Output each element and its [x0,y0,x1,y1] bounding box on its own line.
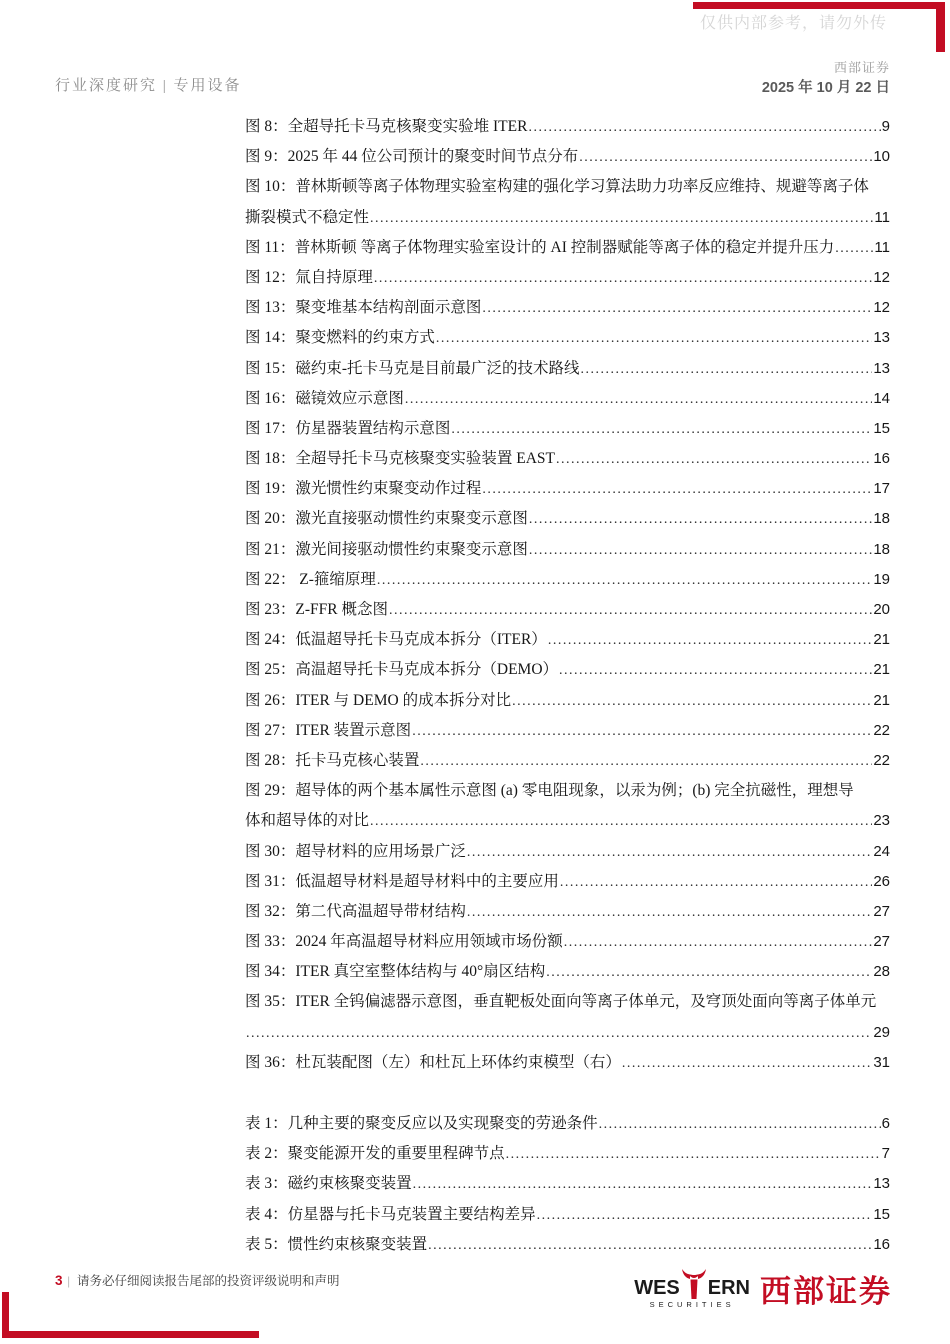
report-category-title: 行业深度研究 | 专用设备 [55,78,242,94]
toc-dot-leader [246,1018,872,1049]
toc-entry-label: 图 8：全超导托卡马克核聚变实验堆 ITER [245,118,528,135]
toc-page-number: 12 [873,299,890,317]
toc-entry[interactable] [245,354,890,384]
toc-page-number: 23 [873,812,890,830]
toc-entry[interactable] [245,504,890,534]
toc-page-number: 14 [873,389,890,407]
toc-entry-label: 表 4：仿星器与托卡马克装置主要结构差异 [245,1205,536,1223]
toc-page-number: 15 [873,1205,890,1223]
toc-entry-label: 表 2：聚变能源开发的重要里程碑节点 [245,1145,505,1163]
toc-entry[interactable] [245,112,890,142]
toc-dot-leader [482,293,872,324]
logo-securities-text: SECURITIES [649,1299,735,1309]
toc-entry-label: 图 27：ITER 装置示意图 [245,721,412,739]
toc-dot-leader [537,1200,873,1231]
toc-entry-label: 图 30：超导材料的应用场景广泛 [245,842,466,860]
toc-entry[interactable] [245,927,890,957]
toc-dot-leader [564,927,873,958]
toc-entry-label: 表 5：惯性约束核聚变装置 [245,1235,428,1253]
toc-entry-label: 图 28：托卡马克核心装置 [245,751,420,769]
top-right-red-bar-vertical [936,2,945,52]
toc-page-number: 22 [873,751,890,769]
toc-page-number: 27 [873,933,890,951]
toc-entry-label: 体和超导体的对比 [245,812,370,830]
toc-page-number: 29 [873,1023,890,1041]
toc-dot-leader [420,746,872,777]
toc-entry[interactable] [245,1109,890,1139]
toc-page-number: 24 [873,842,890,860]
toc-dot-leader [581,354,873,385]
toc-entry[interactable] [245,1200,890,1230]
toc-entry[interactable] [245,565,890,595]
header-brand: 西部证券 [833,60,890,75]
toc-entry[interactable] [245,535,890,565]
toc-page-number: 28 [873,963,890,981]
toc-dot-leader [413,1169,873,1200]
toc-entry-label: 图 14：聚变燃料的约束方式 [245,329,435,347]
toc-page-number: 15 [873,419,890,437]
toc-dot-leader [528,112,880,143]
toc-dot-leader [506,1139,881,1170]
toc-dot-leader [436,323,872,354]
toc-page-number: 27 [873,902,890,920]
toc-entry[interactable] [245,474,890,504]
footer-separator: | [67,1274,71,1288]
toc-page-number: 6 [881,1115,890,1132]
toc-figures-list [245,112,890,1078]
toc-entry-label: 图 34：ITER 真空室整体结构与 40°扇区结构 [245,963,546,981]
toc-entry[interactable] [245,323,890,353]
toc-entry-wrapped-line1[interactable]: 图 29：超导体的两个基本属性示意图 (a) 零电阻现象，以汞为例；(b) 完全抗磁性，理想导 [245,782,854,800]
toc-entry[interactable] [245,867,890,897]
logo-brand-chinese: 西部证券 [760,1274,892,1309]
toc-dot-leader [579,142,872,173]
report-date: 2025 年 10 月 22 日 [761,80,890,96]
toc-dot-leader [370,203,873,234]
toc-entry[interactable] [245,293,890,323]
toc-dot-leader [546,957,872,988]
toc-entry[interactable] [245,957,890,987]
toc-dot-leader [556,444,872,475]
toc-dot-leader [835,233,873,264]
toc-dot-leader [428,1230,872,1261]
toc-entry-label: 图 31：低温超导材料是超导材料中的主要应用 [245,872,559,890]
bottom-left-red-bar-horizontal [2,1331,259,1338]
toc-dot-leader [529,535,872,566]
toc-page-number: 12 [873,268,890,286]
toc-entry[interactable] [245,1048,890,1078]
toc-dot-leader [467,897,872,928]
toc-page-number: 22 [873,721,890,739]
toc-page-number: 19 [873,570,890,588]
toc-entry-wrapped-line2[interactable] [245,806,890,836]
toc-page-number: 21 [873,631,890,649]
confidential-watermark: 仅供内部参考，请勿外传 [700,15,888,32]
toc-entry[interactable] [245,746,890,776]
table-of-contents [245,112,890,1260]
toc-entry[interactable] [245,263,890,293]
logo-western-text [634,1269,750,1298]
toc-entry[interactable] [245,837,890,867]
toc-entry[interactable] [245,897,890,927]
toc-entry-label: 图 32：第二代高温超导带材结构 [245,902,466,920]
bull-icon [681,1269,707,1299]
toc-dot-leader [412,716,872,747]
toc-page-number: 21 [873,691,890,709]
toc-entry-label: 图 21：激光间接驱动惯性约束聚变示意图 [245,540,528,558]
toc-entry[interactable] [245,595,890,625]
toc-entry[interactable] [245,444,890,474]
toc-entry-label: 图 26：ITER 与 DEMO 的成本拆分对比 [245,691,512,709]
toc-page-number: 21 [873,661,890,679]
toc-entry-label: 图 23：Z-FFR 概念图 [245,601,388,618]
toc-entry[interactable] [245,1230,890,1260]
toc-page-number: 18 [873,510,890,528]
toc-entry-label: 图 11：普林斯顿 等离子体物理实验室设计的 AI 控制器赋能等离子体的稳定并提升压力 [245,238,835,256]
toc-entry-label: 表 1：几种主要的聚变反应以及实现聚变的劳逊条件 [245,1115,598,1132]
toc-page-number: 9 [881,118,890,135]
toc-entry-label: 图 15：磁约束-托卡马克是目前最广泛的技术路线 [245,359,580,377]
logo-text-wes: WES [634,1276,680,1299]
toc-entry[interactable] [245,384,890,414]
toc-entry-label: 图 9：2025 年 44 位公司预计的聚变时间节点分布 [245,148,579,166]
toc-entry[interactable] [245,1169,890,1199]
toc-page-number: 17 [873,480,890,498]
top-right-red-bar-horizontal [693,2,945,9]
toc-page-number: 16 [873,450,890,468]
toc-entry-label: 图 24：低温超导托卡马克成本拆分（ITER） [245,631,547,649]
toc-page-number: 11 [874,208,890,226]
toc-page-number: 11 [874,238,890,256]
toc-dot-leader [467,837,872,868]
toc-dot-leader [405,384,872,415]
toc-page-number: 7 [881,1145,890,1163]
toc-entry-wrapped-line2[interactable] [245,203,890,233]
toc-entry-label: 撕裂模式不稳定性 [245,208,370,226]
toc-entry-label: 图 12：氚自持原理 [245,268,373,286]
toc-page-number: 10 [873,148,890,166]
toc-dot-leader [559,655,872,686]
toc-entry[interactable] [245,686,890,716]
toc-dot-leader [370,806,872,837]
toc-entry-label: 表 3：磁约束核聚变装置 [245,1175,412,1193]
toc-entry-wrapped-line1[interactable]: 图 10：普林斯顿等离子体物理实验室构建的强化学习算法助力功率反应维持、规避等离子体 [245,178,869,196]
toc-entry-wrapped-line1[interactable]: 图 35：ITER 全钨偏滤器示意图，垂直靶板处面向等离子体单元，及穹顶处面向等离子体单元 [245,993,877,1011]
toc-entry-label: 图 33：2024 年高温超导材料应用领域市场份额 [245,933,563,951]
toc-page-number: 13 [873,329,890,347]
toc-dot-leader [529,504,872,535]
toc-entry[interactable] [245,1139,890,1169]
toc-section-gap [245,1078,890,1109]
toc-entry-label: 图 19：激光惯性约束聚变动作过程 [245,480,482,498]
logo-wordmark [634,1269,750,1309]
footer-disclaimer [55,1271,340,1289]
western-securities-logo [634,1266,892,1311]
toc-entry-label: 图 25：高温超导托卡马克成本拆分（DEMO） [245,661,559,679]
toc-dot-leader [451,414,872,445]
toc-entry-wrapped-line2[interactable] [245,1018,890,1048]
toc-dot-leader [482,474,872,505]
toc-page-number: 13 [873,1175,890,1193]
toc-page-number: 26 [873,872,890,890]
toc-dot-leader [622,1048,872,1079]
toc-entry-label: 图 20：激光直接驱动惯性约束聚变示意图 [245,510,528,528]
toc-entry[interactable] [245,233,890,263]
toc-dot-leader [389,595,872,626]
toc-entry[interactable] [245,142,890,172]
toc-entry-label: 图 17：仿星器装置结构示意图 [245,419,451,437]
toc-entry[interactable] [245,414,890,444]
toc-entry-label: 图 36：杜瓦装配图（左）和杜瓦上环体约束模型（右） [245,1053,621,1071]
toc-entry-label: 图 13：聚变堆基本结构剖面示意图 [245,299,482,317]
toc-entry-label: 图 18：全超导托卡马克核聚变实验装置 EAST [245,450,556,468]
disclaimer-text: 请务必仔细阅读报告尾部的投资评级说明和声明 [77,1274,340,1288]
toc-page-number: 31 [873,1053,890,1071]
toc-entry[interactable] [245,655,890,685]
toc-entry-label: 图 16：磁镜效应示意图 [245,389,404,407]
toc-entry[interactable] [245,716,890,746]
toc-dot-leader [512,686,872,717]
page-number: 3 [55,1273,63,1288]
toc-dot-leader [374,263,872,294]
logo-text-ern: ERN [707,1276,750,1299]
toc-page-number: 16 [873,1235,890,1253]
toc-page-number: 13 [873,359,890,377]
toc-entry-label: 图 22： Z-箍缩原理 [245,570,376,588]
toc-dot-leader [377,565,872,596]
toc-entry[interactable] [245,625,890,655]
toc-dot-leader [548,625,873,656]
toc-page-number: 18 [873,540,890,558]
toc-dot-leader [560,867,872,898]
toc-dot-leader [599,1109,881,1140]
toc-page-number: 20 [873,601,890,618]
toc-tables-list [245,1109,890,1260]
